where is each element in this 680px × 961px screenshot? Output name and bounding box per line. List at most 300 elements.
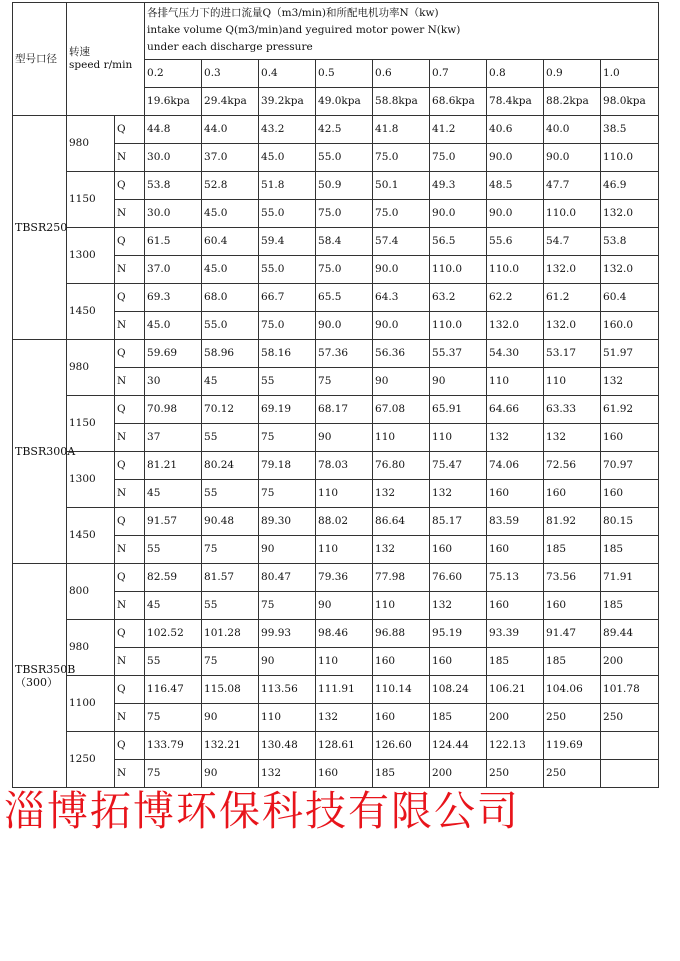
power-value-cell: 200: [430, 760, 487, 788]
flow-value-cell: 59.4: [259, 228, 316, 256]
model-header: 型号口径: [13, 3, 67, 116]
flow-value-cell: 68.17: [316, 396, 373, 424]
flow-value-cell: 63.2: [430, 284, 487, 312]
flow-value-cell: 80.47: [259, 564, 316, 592]
power-value-cell: 75: [259, 592, 316, 620]
flow-value-cell: 44.0: [202, 116, 259, 144]
power-value-cell: 90: [202, 760, 259, 788]
power-value-cell: 55: [202, 480, 259, 508]
flow-value-cell: 101.28: [202, 620, 259, 648]
flow-value-cell: 76.80: [373, 452, 430, 480]
q-label-cell: Q: [115, 620, 145, 648]
flow-value-cell: 58.16: [259, 340, 316, 368]
flow-value-cell: 54.7: [544, 228, 601, 256]
flow-value-cell: 55.37: [430, 340, 487, 368]
speed-header: [67, 3, 145, 116]
model-name: TBSR250: [15, 221, 68, 234]
flow-value-cell: 54.30: [487, 340, 544, 368]
power-value-cell: 132.0: [601, 256, 659, 284]
flow-value-cell: 126.60: [373, 732, 430, 760]
speed-cell: 1150: [67, 396, 115, 452]
power-value-cell: 75: [145, 704, 202, 732]
power-value-cell: 110: [487, 368, 544, 396]
power-value-cell: 45: [145, 480, 202, 508]
description-en-line1: intake volume Q(m3/min)and yeguired motor power N(kw): [147, 24, 461, 36]
power-value-cell: [601, 760, 659, 788]
flow-value-cell: 78.03: [316, 452, 373, 480]
speed-cell: 1250: [67, 732, 115, 788]
power-value-cell: 37.0: [202, 144, 259, 172]
flow-value-cell: 75.13: [487, 564, 544, 592]
power-value-cell: 75.0: [430, 144, 487, 172]
power-value-cell: 132: [430, 480, 487, 508]
power-value-cell: 75.0: [373, 200, 430, 228]
q-label-cell: Q: [115, 396, 145, 424]
table-row: [13, 564, 659, 592]
flow-value-cell: 53.8: [601, 228, 659, 256]
power-value-cell: 45.0: [202, 200, 259, 228]
flow-value-cell: 79.36: [316, 564, 373, 592]
company-name: 淄博拓博环保科技有限公司: [4, 787, 520, 835]
power-value-cell: 132: [316, 704, 373, 732]
table-row: [13, 228, 659, 256]
power-value-cell: 30.0: [145, 144, 202, 172]
power-value-cell: 132: [487, 424, 544, 452]
power-value-cell: 90: [259, 648, 316, 676]
flow-value-cell: 110.14: [373, 676, 430, 704]
flow-value-cell: 70.97: [601, 452, 659, 480]
table-row: [13, 508, 659, 536]
power-value-cell: 75: [202, 536, 259, 564]
power-value-cell: 160: [430, 536, 487, 564]
flow-value-cell: 64.66: [487, 396, 544, 424]
flow-value-cell: 79.18: [259, 452, 316, 480]
flow-value-cell: 67.08: [373, 396, 430, 424]
flow-value-cell: 65.91: [430, 396, 487, 424]
speed-cell: 1300: [67, 452, 115, 508]
flow-value-cell: 86.64: [373, 508, 430, 536]
flow-value-cell: 50.9: [316, 172, 373, 200]
flow-value-cell: 71.91: [601, 564, 659, 592]
power-value-cell: 132: [544, 424, 601, 452]
speed-cell: 800: [67, 564, 115, 620]
kpa-cell: 88.2kpa: [544, 88, 601, 116]
flow-value-cell: 132.21: [202, 732, 259, 760]
flow-value-cell: 61.5: [145, 228, 202, 256]
table-row: [13, 732, 659, 760]
flow-value-cell: 38.5: [601, 116, 659, 144]
model-name: TBSR300A: [15, 445, 76, 458]
power-value-cell: 55.0: [259, 256, 316, 284]
power-value-cell: 30: [145, 368, 202, 396]
power-value-cell: 160: [601, 424, 659, 452]
power-value-cell: 185: [601, 592, 659, 620]
speed-cell: 980: [67, 116, 115, 172]
flow-value-cell: 102.52: [145, 620, 202, 648]
flow-value-cell: 99.93: [259, 620, 316, 648]
power-value-cell: 90: [316, 592, 373, 620]
flow-value-cell: 113.56: [259, 676, 316, 704]
power-value-cell: 55: [145, 648, 202, 676]
flow-value-cell: 53.8: [145, 172, 202, 200]
power-value-cell: 45.0: [202, 256, 259, 284]
power-value-cell: 90.0: [373, 256, 430, 284]
table-row: [13, 620, 659, 648]
power-value-cell: 90.0: [316, 312, 373, 340]
model-subname: （300）: [15, 675, 58, 689]
power-value-cell: 132.0: [487, 312, 544, 340]
power-value-cell: 75.0: [316, 256, 373, 284]
power-value-cell: 160: [316, 760, 373, 788]
table-row: [13, 452, 659, 480]
power-value-cell: 110: [430, 424, 487, 452]
power-value-cell: 45: [202, 368, 259, 396]
power-value-cell: 110: [259, 704, 316, 732]
flow-value-cell: 70.12: [202, 396, 259, 424]
power-value-cell: 160.0: [601, 312, 659, 340]
power-value-cell: 160: [430, 648, 487, 676]
power-value-cell: 90.0: [373, 312, 430, 340]
power-value-cell: 110: [316, 648, 373, 676]
flow-value-cell: 77.98: [373, 564, 430, 592]
flow-value-cell: 64.3: [373, 284, 430, 312]
table-row: [13, 284, 659, 312]
flow-value-cell: 61.2: [544, 284, 601, 312]
table-row: [13, 116, 659, 144]
power-value-cell: 185: [544, 536, 601, 564]
power-value-cell: 110: [373, 424, 430, 452]
power-value-cell: 200: [601, 648, 659, 676]
power-value-cell: 55.0: [316, 144, 373, 172]
q-label-cell: Q: [115, 732, 145, 760]
flow-value-cell: 42.5: [316, 116, 373, 144]
flow-value-cell: 93.39: [487, 620, 544, 648]
flow-value-cell: 119.69: [544, 732, 601, 760]
power-value-cell: 250: [487, 760, 544, 788]
flow-value-cell: 58.4: [316, 228, 373, 256]
flow-value-cell: 55.6: [487, 228, 544, 256]
power-value-cell: 185: [487, 648, 544, 676]
power-value-cell: 132: [430, 592, 487, 620]
n-label-cell: N: [115, 200, 145, 228]
speed-cell: 1150: [67, 172, 115, 228]
flow-value-cell: 41.8: [373, 116, 430, 144]
flow-value-cell: 49.3: [430, 172, 487, 200]
flow-value-cell: 75.47: [430, 452, 487, 480]
pressure-cell: 1.0: [601, 60, 659, 88]
n-label-cell: N: [115, 424, 145, 452]
n-label-cell: N: [115, 760, 145, 788]
flow-value-cell: 43.2: [259, 116, 316, 144]
flow-value-cell: 128.61: [316, 732, 373, 760]
flow-value-cell: 52.8: [202, 172, 259, 200]
power-value-cell: 250: [601, 704, 659, 732]
q-label-cell: Q: [115, 340, 145, 368]
flow-value-cell: 81.92: [544, 508, 601, 536]
flow-value-cell: 40.6: [487, 116, 544, 144]
kpa-cell: 68.6kpa: [430, 88, 487, 116]
power-value-cell: 75.0: [316, 200, 373, 228]
flow-value-cell: 124.44: [430, 732, 487, 760]
power-value-cell: 110.0: [487, 256, 544, 284]
speed-cell: 1450: [67, 284, 115, 340]
power-value-cell: 75: [202, 648, 259, 676]
flow-value-cell: 62.2: [487, 284, 544, 312]
kpa-cell: 29.4kpa: [202, 88, 259, 116]
flow-value-cell: 81.21: [145, 452, 202, 480]
kpa-cell: 39.2kpa: [259, 88, 316, 116]
flow-value-cell: 70.98: [145, 396, 202, 424]
kpa-cell: 58.8kpa: [373, 88, 430, 116]
flow-value-cell: 116.47: [145, 676, 202, 704]
flow-value-cell: 80.15: [601, 508, 659, 536]
header-row-1: [13, 3, 659, 60]
power-value-cell: 185: [544, 648, 601, 676]
power-value-cell: 132.0: [544, 256, 601, 284]
flow-value-cell: 115.08: [202, 676, 259, 704]
speed-cell: 980: [67, 340, 115, 396]
power-value-cell: 160: [544, 480, 601, 508]
flow-value-cell: 111.91: [316, 676, 373, 704]
q-label-cell: Q: [115, 172, 145, 200]
kpa-cell: 98.0kpa: [601, 88, 659, 116]
power-value-cell: 250: [544, 760, 601, 788]
flow-value-cell: 72.56: [544, 452, 601, 480]
flow-value-cell: 76.60: [430, 564, 487, 592]
q-label-cell: Q: [115, 564, 145, 592]
table-row: [13, 396, 659, 424]
power-value-cell: 75: [316, 368, 373, 396]
power-value-cell: 185: [601, 536, 659, 564]
power-value-cell: 75: [259, 480, 316, 508]
flow-value-cell: 47.7: [544, 172, 601, 200]
pressure-cell: 0.8: [487, 60, 544, 88]
power-value-cell: 90: [373, 368, 430, 396]
speed-header-en: speed r/min: [69, 59, 133, 71]
pressure-cell: 0.4: [259, 60, 316, 88]
table-row: [13, 172, 659, 200]
flow-value-cell: 69.3: [145, 284, 202, 312]
description-cn: 各排气压力下的进口流量Q（m3/min)和所配电机功率N（kw): [147, 7, 439, 19]
flow-value-cell: 53.17: [544, 340, 601, 368]
power-value-cell: 90.0: [544, 144, 601, 172]
flow-value-cell: 59.69: [145, 340, 202, 368]
power-value-cell: 110: [316, 480, 373, 508]
flow-value-cell: 58.96: [202, 340, 259, 368]
flow-value-cell: 122.13: [487, 732, 544, 760]
flow-value-cell: 89.30: [259, 508, 316, 536]
power-value-cell: 75: [145, 760, 202, 788]
flow-value-cell: 56.5: [430, 228, 487, 256]
power-value-cell: 55.0: [202, 312, 259, 340]
flow-value-cell: 56.36: [373, 340, 430, 368]
power-value-cell: 55.0: [259, 200, 316, 228]
flow-value-cell: 96.88: [373, 620, 430, 648]
model-name-cell: [13, 564, 76, 788]
flow-value-cell: 80.24: [202, 452, 259, 480]
flow-value-cell: 83.59: [487, 508, 544, 536]
power-value-cell: 110: [544, 368, 601, 396]
flow-value-cell: 50.1: [373, 172, 430, 200]
power-value-cell: 110.0: [430, 312, 487, 340]
flow-value-cell: 95.19: [430, 620, 487, 648]
flow-value-cell: 106.21: [487, 676, 544, 704]
model-name: TBSR350B: [15, 662, 76, 676]
power-value-cell: 110.0: [430, 256, 487, 284]
n-label-cell: N: [115, 704, 145, 732]
flow-value-cell: 51.8: [259, 172, 316, 200]
table-row: [13, 340, 659, 368]
power-value-cell: 160: [373, 648, 430, 676]
n-label-cell: N: [115, 592, 145, 620]
power-value-cell: 37.0: [145, 256, 202, 284]
flow-value-cell: 74.06: [487, 452, 544, 480]
pressure-cell: 0.7: [430, 60, 487, 88]
power-value-cell: 185: [430, 704, 487, 732]
power-value-cell: 75.0: [259, 312, 316, 340]
power-value-cell: 37: [145, 424, 202, 452]
q-label-cell: Q: [115, 116, 145, 144]
power-value-cell: 90.0: [487, 200, 544, 228]
speed-cell: 1450: [67, 508, 115, 564]
power-value-cell: 160: [373, 704, 430, 732]
flow-value-cell: 68.0: [202, 284, 259, 312]
power-value-cell: 90: [316, 424, 373, 452]
flow-value-cell: 89.44: [601, 620, 659, 648]
flow-value-cell: 57.4: [373, 228, 430, 256]
power-value-cell: 160: [487, 592, 544, 620]
flow-value-cell: 90.48: [202, 508, 259, 536]
flow-value-cell: 130.48: [259, 732, 316, 760]
power-value-cell: 160: [487, 480, 544, 508]
n-label-cell: N: [115, 312, 145, 340]
pressure-cell: 0.6: [373, 60, 430, 88]
flow-value-cell: 91.47: [544, 620, 601, 648]
table-row: [13, 676, 659, 704]
flow-value-cell: 69.19: [259, 396, 316, 424]
power-value-cell: 160: [544, 592, 601, 620]
power-value-cell: 132.0: [544, 312, 601, 340]
model-name-cell: [13, 340, 76, 564]
flow-value-cell: 46.9: [601, 172, 659, 200]
power-value-cell: 90: [430, 368, 487, 396]
flow-value-cell: 60.4: [601, 284, 659, 312]
n-label-cell: N: [115, 144, 145, 172]
power-value-cell: 110: [316, 536, 373, 564]
q-label-cell: Q: [115, 284, 145, 312]
power-value-cell: 90: [202, 704, 259, 732]
flow-value-cell: 73.56: [544, 564, 601, 592]
pressure-cell: 0.9: [544, 60, 601, 88]
flow-value-cell: 44.8: [145, 116, 202, 144]
power-value-cell: 200: [487, 704, 544, 732]
flow-value-cell: 82.59: [145, 564, 202, 592]
n-label-cell: N: [115, 536, 145, 564]
description-en-line2: under each discharge pressure: [147, 41, 313, 53]
power-value-cell: 45: [145, 592, 202, 620]
q-label-cell: Q: [115, 228, 145, 256]
flow-value-cell: 41.2: [430, 116, 487, 144]
speed-header-cn: 转速: [69, 46, 90, 58]
power-value-cell: 90.0: [487, 144, 544, 172]
flow-value-cell: 60.4: [202, 228, 259, 256]
flow-value-cell: 48.5: [487, 172, 544, 200]
flow-value-cell: 40.0: [544, 116, 601, 144]
description-header: [145, 3, 659, 60]
flow-value-cell: 63.33: [544, 396, 601, 424]
flow-value-cell: 133.79: [145, 732, 202, 760]
power-value-cell: 55: [202, 424, 259, 452]
kpa-cell: 19.6kpa: [145, 88, 202, 116]
flow-value-cell: 101.78: [601, 676, 659, 704]
flow-value-cell: 51.97: [601, 340, 659, 368]
flow-value-cell: [601, 732, 659, 760]
flow-value-cell: 85.17: [430, 508, 487, 536]
q-label-cell: Q: [115, 508, 145, 536]
flow-value-cell: 65.5: [316, 284, 373, 312]
power-value-cell: 250: [544, 704, 601, 732]
power-value-cell: 132.0: [601, 200, 659, 228]
kpa-cell: 49.0kpa: [316, 88, 373, 116]
speed-cell: 1100: [67, 676, 115, 732]
n-label-cell: N: [115, 368, 145, 396]
speed-cell: 980: [67, 620, 115, 676]
power-value-cell: 110: [373, 592, 430, 620]
performance-table: [12, 2, 659, 788]
power-value-cell: 160: [487, 536, 544, 564]
q-label-cell: Q: [115, 452, 145, 480]
kpa-cell: 78.4kpa: [487, 88, 544, 116]
flow-value-cell: 57.36: [316, 340, 373, 368]
flow-value-cell: 98.46: [316, 620, 373, 648]
model-name-cell: [13, 116, 67, 340]
power-value-cell: 132: [373, 480, 430, 508]
q-label-cell: Q: [115, 676, 145, 704]
pressure-cell: 0.2: [145, 60, 202, 88]
power-value-cell: 55: [259, 368, 316, 396]
power-value-cell: 90.0: [430, 200, 487, 228]
flow-value-cell: 66.7: [259, 284, 316, 312]
flow-value-cell: 88.02: [316, 508, 373, 536]
power-value-cell: 90: [259, 536, 316, 564]
power-value-cell: 55: [202, 592, 259, 620]
speed-cell: 1300: [67, 228, 115, 284]
pressure-cell: 0.3: [202, 60, 259, 88]
power-value-cell: 132: [259, 760, 316, 788]
flow-value-cell: 81.57: [202, 564, 259, 592]
power-value-cell: 185: [373, 760, 430, 788]
power-value-cell: 45.0: [259, 144, 316, 172]
n-label-cell: N: [115, 480, 145, 508]
power-value-cell: 75.0: [373, 144, 430, 172]
n-label-cell: N: [115, 648, 145, 676]
power-value-cell: 45.0: [145, 312, 202, 340]
flow-value-cell: 104.06: [544, 676, 601, 704]
power-value-cell: 75: [259, 424, 316, 452]
power-value-cell: 110.0: [544, 200, 601, 228]
power-value-cell: 132: [601, 368, 659, 396]
power-value-cell: 110.0: [601, 144, 659, 172]
pressure-cell: 0.5: [316, 60, 373, 88]
n-label-cell: N: [115, 256, 145, 284]
power-value-cell: 132: [373, 536, 430, 564]
power-value-cell: 55: [145, 536, 202, 564]
power-value-cell: 30.0: [145, 200, 202, 228]
flow-value-cell: 61.92: [601, 396, 659, 424]
power-value-cell: 160: [601, 480, 659, 508]
flow-value-cell: 108.24: [430, 676, 487, 704]
flow-value-cell: 91.57: [145, 508, 202, 536]
